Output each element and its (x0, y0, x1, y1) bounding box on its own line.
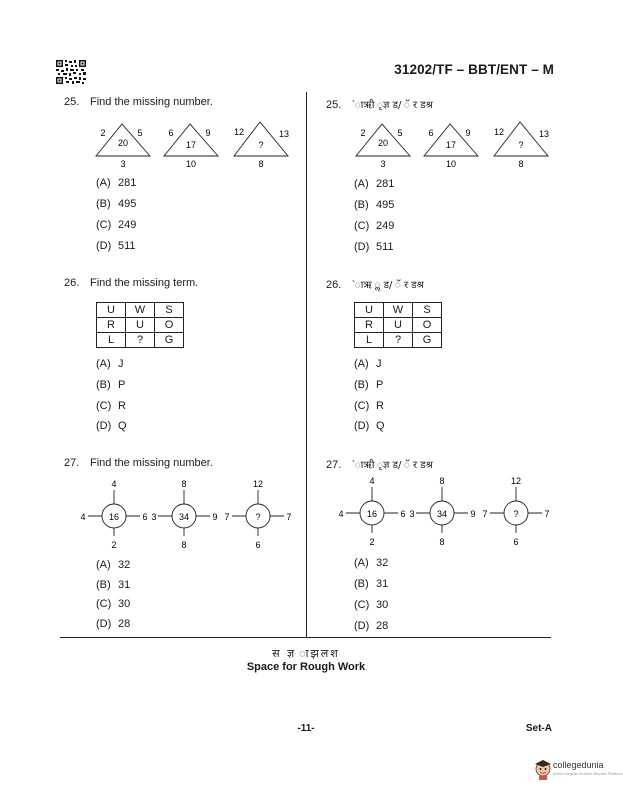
circle-center: 16 (366, 509, 378, 519)
question-text: ˋाऋी ृज्ञ ड/ ॅ र डश्र (352, 100, 433, 111)
grid-cell: G (413, 333, 442, 348)
circle-left: 4 (338, 509, 344, 519)
triangle-left: 12 (493, 127, 505, 137)
option-value: 31 (118, 579, 131, 591)
question-26 (64, 277, 198, 289)
q25-triangles-figure-hindi (352, 118, 562, 170)
grid-cell: W (384, 303, 413, 318)
option-c[interactable] (354, 599, 388, 611)
question-number: 27. (326, 459, 342, 471)
q27-circles-figure-hindi (332, 473, 558, 553)
option-label: (D) (354, 241, 370, 253)
option-value: P (376, 379, 384, 391)
circle-right: 9 (470, 509, 476, 519)
q26-letter-grid-hindi (354, 302, 442, 348)
triangle-left: 12 (233, 127, 245, 137)
circle-top: 12 (252, 479, 264, 489)
option-value: R (376, 400, 384, 412)
footer-divider (60, 637, 551, 638)
option-value: 281 (376, 178, 395, 190)
triangle-right: 13 (278, 129, 290, 139)
circle-figure-3 (482, 476, 549, 547)
triangle-bottom: 3 (120, 159, 126, 169)
grid-row (355, 303, 442, 318)
option-value: 495 (118, 198, 137, 210)
option-label: (D) (96, 420, 112, 432)
grid-cell: W (126, 303, 155, 318)
grid-cell: U (126, 318, 155, 333)
option-b[interactable] (96, 198, 136, 210)
grid-cell: ? (126, 333, 155, 348)
option-value: Q (118, 420, 127, 432)
grid-cell: ? (384, 333, 413, 348)
circle-bottom: 8 (439, 537, 445, 547)
question-text: ˋाऋ ॢ ड/ ॅ र डश्र (352, 280, 424, 291)
watermark-tagline: India's largest Student Review Platform (553, 771, 623, 776)
option-label: (B) (96, 198, 111, 210)
option-d[interactable] (96, 240, 136, 252)
triangle-bottom: 10 (185, 159, 197, 169)
circle-right: 6 (142, 512, 148, 522)
option-label: (D) (354, 420, 370, 432)
question-text: Find the missing number. (90, 457, 213, 469)
triangle-3 (234, 122, 289, 169)
grid-row (97, 318, 184, 333)
circle-figure-2 (151, 479, 217, 550)
option-label: (A) (354, 557, 369, 569)
triangle-center: 20 (377, 138, 389, 148)
grid-cell: O (413, 318, 442, 333)
option-value: P (118, 379, 126, 391)
option-label: (C) (96, 219, 112, 231)
circle-left: 3 (409, 509, 415, 519)
option-value: 511 (118, 240, 136, 252)
option-c[interactable] (354, 220, 394, 232)
column-divider (306, 92, 307, 637)
option-a[interactable] (354, 358, 382, 370)
option-label: (B) (354, 379, 369, 391)
circle-left: 3 (151, 512, 157, 522)
option-b[interactable] (354, 578, 388, 590)
option-value: 31 (376, 578, 389, 590)
triangle-bottom: 8 (518, 159, 524, 169)
circle-bottom: 2 (111, 540, 117, 550)
circle-figure-2 (409, 476, 475, 547)
circle-left: 7 (224, 512, 230, 522)
triangle-center: 17 (185, 140, 197, 150)
circle-top: 8 (181, 479, 187, 489)
option-value: 249 (376, 220, 395, 232)
option-label: (B) (354, 199, 369, 211)
circle-top: 8 (439, 476, 445, 486)
option-label: (A) (354, 358, 369, 370)
circle-left: 4 (80, 512, 86, 522)
circle-center: 16 (108, 512, 120, 522)
triangle-left: 2 (360, 128, 366, 138)
grid-cell: S (413, 303, 442, 318)
triangle-right: 9 (205, 128, 211, 138)
rough-work-hindi: स ज्ञ ाझलश (272, 647, 340, 660)
option-c[interactable] (96, 400, 126, 412)
option-label: (C) (96, 400, 112, 412)
option-label: (A) (96, 559, 111, 571)
grid-cell: S (155, 303, 184, 318)
grid-cell: R (355, 318, 384, 333)
option-a[interactable] (96, 559, 130, 571)
grid-cell: U (97, 303, 126, 318)
option-d[interactable] (96, 420, 127, 432)
circle-bottom: 6 (255, 540, 261, 550)
circle-top: 4 (111, 479, 117, 489)
question-number: 27. (64, 457, 80, 469)
grid-row (97, 333, 184, 348)
circle-center: ? (255, 512, 261, 522)
option-value: 30 (376, 599, 389, 611)
option-value: 511 (376, 241, 394, 253)
option-label: (B) (96, 379, 111, 391)
circle-right: 9 (212, 512, 218, 522)
option-label: (B) (354, 578, 369, 590)
option-label: (A) (96, 358, 111, 370)
option-value: 32 (376, 557, 389, 569)
triangle-1 (96, 124, 150, 169)
question-number: 26. (64, 277, 80, 289)
option-label: (D) (96, 618, 112, 630)
triangle-right: 9 (465, 128, 471, 138)
student-mascot-icon (534, 758, 552, 780)
option-label: (A) (96, 177, 111, 189)
question-number: 25. (64, 96, 80, 108)
question-text: Find the missing number. (90, 96, 213, 108)
option-label: (C) (354, 400, 370, 412)
triangle-bottom: 10 (445, 159, 457, 169)
circle-figure-3 (224, 479, 291, 550)
triangle-left: 6 (428, 128, 434, 138)
triangle-right: 5 (137, 128, 143, 138)
grid-row (355, 318, 442, 333)
option-d[interactable] (354, 620, 388, 632)
option-b[interactable] (354, 379, 383, 391)
option-a[interactable] (354, 178, 394, 190)
option-b[interactable] (354, 199, 394, 211)
option-label: (D) (96, 240, 112, 252)
triangle-2 (424, 124, 478, 169)
q25-triangles-figure (92, 118, 302, 170)
option-label: (C) (96, 598, 112, 610)
grid-row (97, 303, 184, 318)
option-value: R (118, 400, 126, 412)
option-value: Q (376, 420, 385, 432)
grid-cell: R (97, 318, 126, 333)
option-d[interactable] (354, 420, 385, 432)
option-label: (C) (354, 599, 370, 611)
question-number: 25. (326, 99, 342, 111)
option-d[interactable] (96, 618, 130, 630)
question-27-hindi (326, 457, 433, 471)
q27-circles-figure (74, 476, 300, 556)
option-c[interactable] (96, 219, 136, 231)
circle-bottom: 2 (369, 537, 375, 547)
option-c[interactable] (354, 400, 384, 412)
option-a[interactable] (96, 358, 124, 370)
triangle-center: ? (518, 140, 524, 150)
triangle-right: 5 (397, 128, 403, 138)
triangle-1 (356, 124, 410, 169)
option-label: (C) (354, 220, 370, 232)
circle-center: 34 (436, 509, 448, 519)
circle-center: 34 (178, 512, 190, 522)
option-value: 30 (118, 598, 131, 610)
circle-figure-1 (80, 479, 147, 550)
grid-cell: L (97, 333, 126, 348)
option-value: 28 (376, 620, 389, 632)
triangle-3 (494, 122, 549, 169)
option-value: J (118, 358, 124, 370)
circle-bottom: 8 (181, 540, 187, 550)
question-25 (64, 96, 213, 108)
option-value: 281 (118, 177, 137, 189)
triangle-center: 17 (445, 140, 457, 150)
triangle-left: 2 (100, 128, 106, 138)
option-value: J (376, 358, 382, 370)
triangle-right: 13 (538, 129, 550, 139)
watermark-brand: collegedunia (553, 760, 604, 770)
question-25-hindi (326, 97, 433, 111)
question-text: Find the missing term. (90, 277, 199, 289)
grid-cell: U (355, 303, 384, 318)
circle-top: 4 (369, 476, 375, 486)
option-label: (B) (96, 579, 111, 591)
option-a[interactable] (354, 557, 388, 569)
triangle-2 (164, 124, 218, 169)
grid-cell: U (384, 318, 413, 333)
q26-letter-grid (96, 302, 184, 348)
triangle-center: ? (258, 140, 264, 150)
triangle-bottom: 3 (380, 159, 386, 169)
paper-code: 31202/TF – BBT/ENT – M (394, 62, 554, 77)
circle-right: 7 (544, 509, 550, 519)
option-value: 32 (118, 559, 131, 571)
option-label: (D) (354, 620, 370, 632)
question-text: ˋाऋी ृज्ञ ड/ ॅ र डश्र (352, 460, 433, 471)
circle-figure-1 (338, 476, 405, 547)
circle-right: 7 (286, 512, 292, 522)
option-value: 28 (118, 618, 131, 630)
circle-top: 12 (510, 476, 522, 486)
circle-left: 7 (482, 509, 488, 519)
rough-work-label: Space for Rough Work (246, 661, 366, 673)
circle-center: ? (513, 509, 519, 519)
triangle-bottom: 8 (258, 159, 264, 169)
circle-right: 6 (400, 509, 406, 519)
grid-row (355, 333, 442, 348)
circle-bottom: 6 (513, 537, 519, 547)
grid-cell: O (155, 318, 184, 333)
option-value: 249 (118, 219, 137, 231)
option-a[interactable] (96, 177, 136, 189)
option-label: (A) (354, 178, 369, 190)
option-value: 495 (376, 199, 395, 211)
triangle-left: 6 (168, 128, 174, 138)
option-b[interactable] (96, 379, 125, 391)
triangle-center: 20 (117, 138, 129, 148)
question-number: 26. (326, 279, 342, 291)
set-label: Set-A (525, 723, 552, 734)
question-27 (64, 457, 213, 469)
qr-code-icon (56, 60, 86, 84)
option-b[interactable] (96, 579, 130, 591)
option-c[interactable] (96, 598, 130, 610)
grid-cell: L (355, 333, 384, 348)
grid-cell: G (155, 333, 184, 348)
option-d[interactable] (354, 241, 394, 253)
question-26-hindi (326, 277, 424, 291)
page-number: -11- (297, 723, 315, 734)
